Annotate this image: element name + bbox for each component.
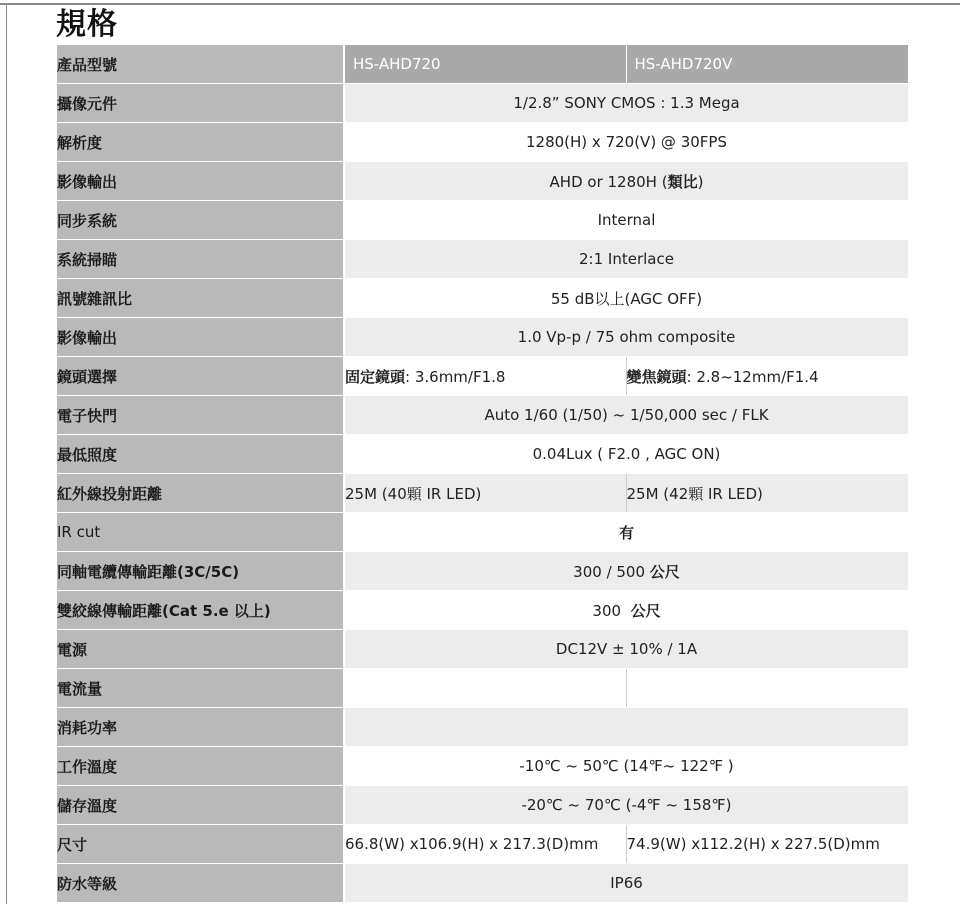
row-label: 攝像元件 bbox=[57, 84, 344, 123]
table-row bbox=[57, 240, 908, 279]
row-value: DC12V ± 10% / 1A bbox=[344, 630, 908, 669]
spec-table bbox=[57, 45, 908, 903]
row-label: 影像輸出 bbox=[57, 162, 344, 201]
table-row bbox=[57, 786, 908, 825]
value-bold-text: 類比 bbox=[667, 172, 698, 191]
table-header-row bbox=[57, 45, 908, 84]
row-value: -10℃ ~ 50℃ (14℉~ 122℉ ) bbox=[344, 747, 908, 786]
row-label: 電流量 bbox=[57, 669, 344, 708]
row-value: 1/2.8” SONY CMOS : 1.3 Mega bbox=[344, 84, 908, 123]
value-bold-text: 變焦鏡頭 bbox=[626, 367, 687, 386]
row-label: 儲存溫度 bbox=[57, 786, 344, 825]
value-text: ) bbox=[697, 172, 704, 191]
row-label: IR cut bbox=[57, 513, 344, 552]
row-value: 55 dB以上(AGC OFF) bbox=[344, 279, 908, 318]
row-value-b: 74.9(W) x112.2(H) x 227.5(D)mm bbox=[626, 825, 908, 864]
row-value-b bbox=[626, 357, 908, 396]
row-value: 1280(H) x 720(V) @ 30FPS bbox=[344, 123, 908, 162]
row-label: 解析度 bbox=[57, 123, 344, 162]
row-label: 消耗功率 bbox=[57, 708, 344, 747]
table-row bbox=[57, 84, 908, 123]
row-label: 訊號雜訊比 bbox=[57, 279, 344, 318]
value-text: 300 / 500 bbox=[573, 562, 650, 581]
row-label: 雙絞線傳輸距離(Cat 5.e 以上) bbox=[57, 591, 344, 630]
page-title: 規格 bbox=[56, 7, 118, 42]
value-text: 300 bbox=[592, 601, 631, 620]
row-value bbox=[344, 552, 908, 591]
row-value: 2:1 Interlace bbox=[344, 240, 908, 279]
table-row bbox=[57, 357, 908, 396]
row-value: 1.0 Vp-p / 75 ohm composite bbox=[344, 318, 908, 357]
value-bold-text: 公尺 bbox=[649, 562, 680, 581]
row-label: 最低照度 bbox=[57, 435, 344, 474]
table-row bbox=[57, 591, 908, 630]
row-value: -20℃ ~ 70℃ (-4℉ ~ 158℉) bbox=[344, 786, 908, 825]
table-row bbox=[57, 825, 908, 864]
row-label: 電源 bbox=[57, 630, 344, 669]
row-value: IP66 bbox=[344, 864, 908, 903]
row-value: Auto 1/60 (1/50) ~ 1/50,000 sec / FLK bbox=[344, 396, 908, 435]
row-label: 紅外線投射距離 bbox=[57, 474, 344, 513]
table-row bbox=[57, 747, 908, 786]
row-label: 鏡頭選擇 bbox=[57, 357, 344, 396]
table-row bbox=[57, 864, 908, 903]
left-rule bbox=[6, 3, 7, 904]
table-row bbox=[57, 201, 908, 240]
value-bold-text: 固定鏡頭 bbox=[345, 367, 406, 386]
row-value: Internal bbox=[344, 201, 908, 240]
top-rule bbox=[0, 3, 960, 5]
row-value: 0.04Lux ( F2.0 , AGC ON) bbox=[344, 435, 908, 474]
row-label: 影像輸出 bbox=[57, 318, 344, 357]
header-label: 產品型號 bbox=[57, 45, 344, 84]
table-row bbox=[57, 513, 908, 552]
row-value-a bbox=[344, 357, 626, 396]
row-value-b bbox=[626, 669, 908, 708]
value-bold-text: 公尺 bbox=[630, 601, 661, 620]
row-value-a bbox=[344, 669, 626, 708]
table-row bbox=[57, 708, 908, 747]
table-row bbox=[57, 435, 908, 474]
table-row bbox=[57, 279, 908, 318]
table-row bbox=[57, 318, 908, 357]
table-row bbox=[57, 552, 908, 591]
value-text: : 2.8~12mm/F1.4 bbox=[686, 367, 819, 386]
row-label: 同步系統 bbox=[57, 201, 344, 240]
row-value-a: 66.8(W) x106.9(H) x 217.3(D)mm bbox=[344, 825, 626, 864]
row-label: 系統掃瞄 bbox=[57, 240, 344, 279]
row-value-b: 25M (42顆 IR LED) bbox=[626, 474, 908, 513]
table-row bbox=[57, 396, 908, 435]
row-label: 工作溫度 bbox=[57, 747, 344, 786]
row-value-a: 25M (40顆 IR LED) bbox=[344, 474, 626, 513]
table-row bbox=[57, 630, 908, 669]
row-label: 尺寸 bbox=[57, 825, 344, 864]
row-value bbox=[344, 591, 908, 630]
header-model-a: HS-AHD720 bbox=[344, 45, 626, 84]
row-label: 電子快門 bbox=[57, 396, 344, 435]
table-row bbox=[57, 474, 908, 513]
header-model-b: HS-AHD720V bbox=[626, 45, 908, 84]
row-label: 防水等級 bbox=[57, 864, 344, 903]
row-value bbox=[344, 162, 908, 201]
row-value: 有 bbox=[344, 513, 908, 552]
row-label: 同軸電纜傳輸距離(3C/5C) bbox=[57, 552, 344, 591]
table-row bbox=[57, 123, 908, 162]
row-value bbox=[344, 708, 908, 747]
value-text: AHD or 1280H ( bbox=[549, 172, 668, 191]
value-text: : 3.6mm/F1.8 bbox=[405, 367, 506, 386]
table-row bbox=[57, 669, 908, 708]
table-row bbox=[57, 162, 908, 201]
